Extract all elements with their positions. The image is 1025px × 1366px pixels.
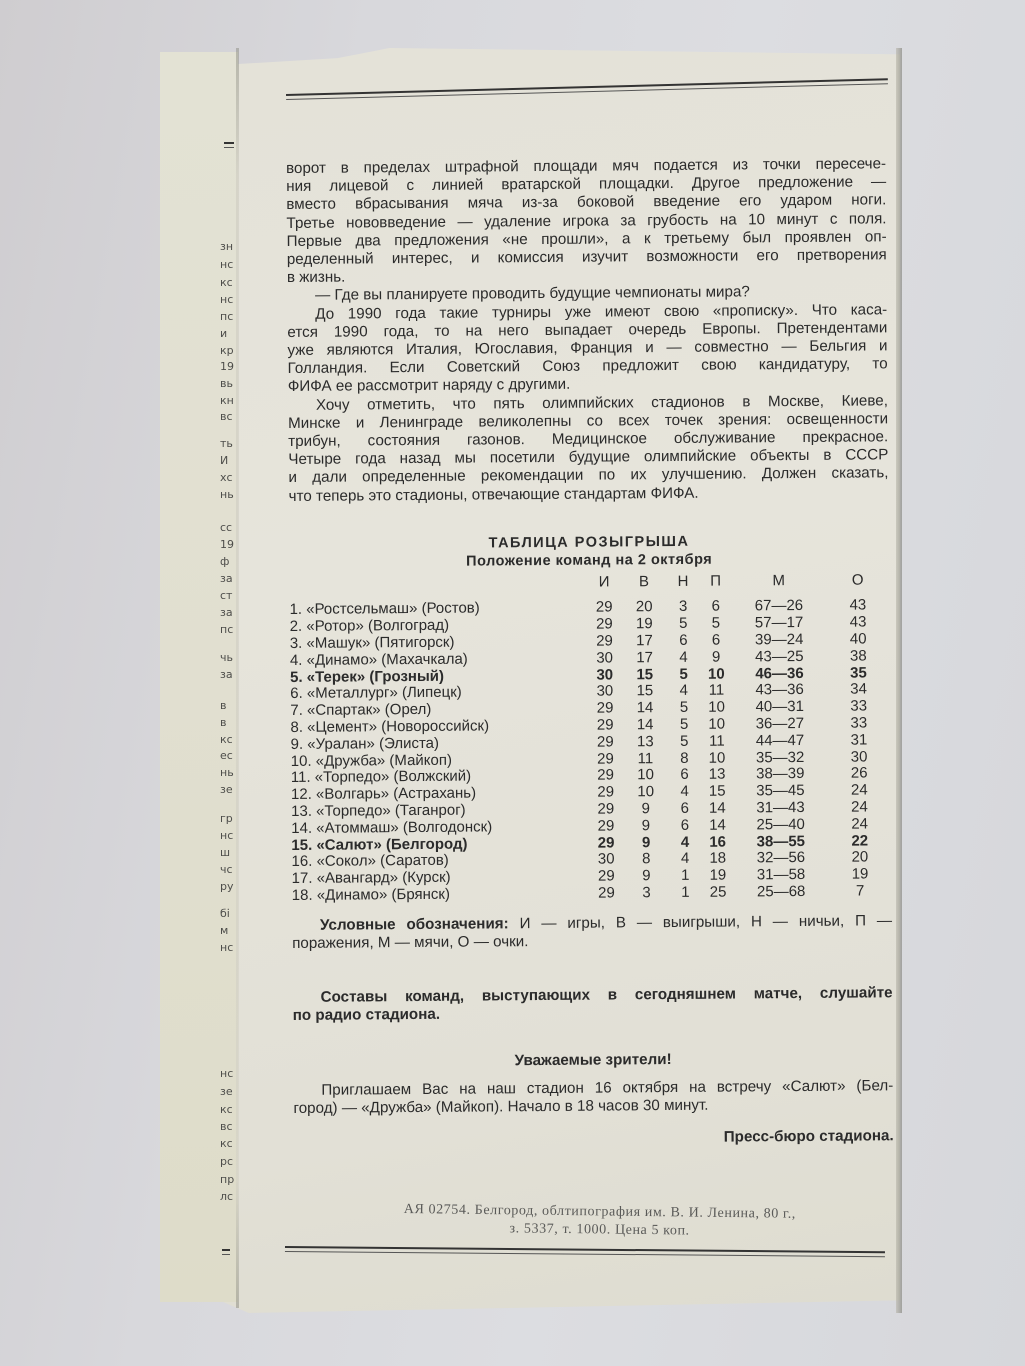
cell-wins: 10	[637, 783, 655, 801]
article-line: ределенный интерес, и комиссия изучит возможности его претворения	[286, 246, 887, 269]
fragment: кс	[220, 277, 233, 288]
cell-team-name: 6. «Металлург» (Липецк)	[290, 684, 462, 703]
cell-points: 34	[850, 680, 867, 699]
stadium-line: Минске и Ленинграде великолепны со всех точек зрения: освещенности	[288, 410, 889, 432]
cell-points: 24	[850, 781, 868, 799]
interview-question: — Где вы планируете проводить будущие чемпионаты мира?	[314, 283, 750, 305]
cell-losses: 10	[708, 749, 726, 767]
cell-team-name: 12. «Волгарь» (Астрахань)	[290, 784, 477, 804]
fragment: 19	[220, 361, 234, 372]
cell-games: 29	[596, 716, 614, 734]
invite-line-2: город) — «Дружба» (Майкоп). Начало в 18 часов 30 минут.	[293, 1096, 709, 1118]
cell-team-name: 17. «Авангард» (Курск)	[291, 868, 451, 888]
cell-points: 33	[850, 714, 868, 732]
cell-points: 35	[850, 664, 867, 682]
cell-wins: 9	[641, 816, 651, 835]
fragment: рс	[220, 1156, 234, 1167]
answer-line: уже являются Италия, Югославия, Франция и — совместно — Бельгия и	[287, 337, 888, 360]
cell-team-name: 3. «Машук» (Пятигорск)	[289, 633, 455, 653]
cell-draws: 5	[679, 665, 688, 683]
cell-draws: 1	[681, 867, 690, 885]
cell-wins: 17	[636, 648, 654, 667]
cell-goals: 31—58	[756, 866, 806, 884]
cell-losses: 13	[708, 766, 726, 784]
answer-line: ется 1990 года, то на него выпадает очередь Европы. Претендентами	[287, 319, 888, 341]
cell-points: 30	[850, 748, 868, 766]
cell-team-name: 5. «Терек» (Грозный)	[289, 667, 445, 686]
fragment: нс	[220, 294, 234, 305]
col-header-points: О	[851, 571, 864, 589]
cell-wins: 3	[642, 884, 651, 902]
cell-points: 43	[849, 613, 867, 631]
cell-team-name: 18. «Динамо» (Брянск)	[291, 885, 451, 904]
cell-games: 29	[595, 598, 613, 617]
fragment: вс	[220, 411, 233, 422]
fragment: И	[220, 455, 229, 466]
fragment: нс	[220, 830, 234, 841]
fragment: вь	[220, 378, 233, 389]
fragment: пс	[220, 624, 234, 635]
fragment: 19	[220, 539, 234, 550]
fragment: нь	[220, 767, 234, 778]
cell-games: 30	[596, 682, 614, 701]
imprint-line-2: з. 5337, т. 1000. Цена 5 коп.	[509, 1221, 690, 1239]
cell-draws: 3	[678, 598, 688, 616]
stadium-line: Четыре года назад мы посетили будущие олимпийские объекты в СССР	[288, 446, 889, 469]
cell-draws: 8	[680, 749, 689, 767]
fragment: ш	[220, 847, 231, 858]
cell-losses: 11	[708, 732, 725, 750]
cell-losses: 11	[708, 682, 725, 700]
article-line: ния лицевой с линией вратарской площадки. Другое предложение —	[286, 173, 887, 196]
fragment: нь	[220, 489, 234, 500]
fragment: м	[220, 925, 229, 936]
cell-goals: 39—24	[754, 631, 804, 649]
col-header-goals: М	[772, 572, 786, 590]
cell-losses: 19	[709, 866, 727, 884]
fragment: гр	[220, 813, 233, 824]
cell-wins: 19	[635, 615, 653, 633]
cell-points: 22	[851, 832, 869, 850]
cell-points: 7	[855, 882, 865, 900]
cell-draws: 5	[679, 732, 689, 750]
cell-games: 29	[596, 699, 614, 717]
cell-team-name: 4. «Динамо» (Махачкала)	[289, 650, 468, 669]
cell-goals: 43—36	[755, 681, 804, 699]
article-line: Третье нововведение — удаление игрока за грубость на 10 минут с поля.	[286, 209, 887, 232]
stadium-line: что теперь это стадионы, отвечающие стандартам ФИФА.	[288, 484, 699, 505]
fragment: кс	[220, 1104, 233, 1115]
answer-line: ФИФА ее рассмотрит наряду с другими.	[287, 376, 571, 396]
cell-points: 26	[850, 764, 868, 783]
col-header-games: И	[598, 573, 610, 591]
cell-wins: 17	[636, 632, 653, 650]
fragment: зн	[220, 241, 234, 252]
col-header-team	[289, 574, 586, 603]
underlying-rule-mark-bottom	[222, 1249, 230, 1251]
fragment: нс	[220, 259, 234, 270]
standings-table	[289, 572, 892, 905]
cell-team-name: 14. «Атоммаш» (Волгодонск)	[291, 818, 493, 837]
fragment: нс	[220, 1068, 234, 1079]
cell-points: 24	[851, 798, 868, 816]
cell-games: 29	[596, 733, 614, 751]
fragment: зе	[220, 784, 233, 795]
greeting-heading: Уважаемые зрители!	[514, 1050, 672, 1069]
cell-goals: 36—27	[755, 714, 805, 733]
fragment: за	[220, 669, 233, 680]
cell-draws: 4	[680, 833, 690, 851]
fragment: хс	[220, 472, 233, 483]
fragment: лс	[220, 1191, 234, 1202]
answer-line: Голландия. Если Советский Союз предложит свою кандидатуру, то	[287, 355, 888, 378]
cell-draws: 4	[679, 648, 688, 666]
cell-games: 29	[597, 800, 615, 818]
cell-points: 20	[851, 848, 869, 867]
fragment: кс	[220, 734, 233, 745]
cell-points: 24	[851, 815, 869, 833]
cell-goals: 35—45	[756, 782, 805, 800]
fragment: и	[220, 328, 228, 339]
stadium-line: трибун, состояния газонов. Медицинское обслуживание прекрасное.	[288, 428, 889, 451]
cell-games: 29	[597, 867, 615, 885]
cell-draws: 4	[680, 783, 689, 801]
cell-draws: 4	[679, 682, 689, 700]
lineups-line: Составы команд, выступающих в сегодняшнем матче, слушайте	[320, 984, 893, 1006]
cell-wins: 10	[637, 766, 654, 784]
fragment: ф	[220, 556, 230, 567]
cell-draws: 6	[680, 766, 689, 784]
cell-goals: 46—36	[755, 664, 804, 682]
cell-games: 29	[595, 615, 613, 633]
cell-goals: 31—43	[756, 798, 805, 817]
fragment: кс	[220, 1138, 233, 1149]
cell-points: 38	[849, 647, 867, 665]
cell-games: 30	[597, 850, 615, 868]
cell-losses: 6	[711, 598, 721, 616]
cell-points: 43	[849, 596, 867, 615]
answer-line: До 1990 года такие турниры уже имеют свою «прописку». Что каса-	[315, 300, 888, 323]
article-line: в жизнь.	[286, 268, 346, 287]
col-header-losses: П	[710, 572, 722, 590]
cell-draws: 5	[679, 615, 688, 633]
cell-goals: 57—17	[754, 614, 804, 632]
legend-text: И — игры, В — выигрыши, Н — ничьи, П —	[519, 912, 893, 933]
underlying-rule-mark	[224, 142, 234, 144]
cell-wins: 20	[635, 598, 653, 616]
cell-goals: 40—31	[755, 698, 804, 716]
cell-wins: 11	[637, 749, 654, 767]
cell-losses: 18	[709, 849, 727, 868]
cell-wins: 9	[641, 800, 651, 818]
cell-draws: 4	[680, 850, 690, 868]
cell-goals: 35—32	[755, 748, 805, 766]
fragment: в	[220, 700, 227, 711]
cell-points: 33	[850, 697, 868, 715]
cell-losses: 10	[707, 665, 725, 683]
fragment: чс	[220, 864, 233, 875]
legend-line-2: поражения, М — мячи, О — очки.	[292, 933, 529, 952]
imprint-line-1: АЯ 02754. Белгород, облтипография им. В. И. Ленина, 80 г.,	[403, 1202, 797, 1222]
fragment: бі	[220, 908, 230, 919]
cell-points: 40	[849, 630, 867, 648]
cell-goals: 38—55	[756, 832, 806, 850]
cell-wins: 8	[641, 850, 651, 868]
fragment: чь	[220, 652, 233, 663]
article-line: ворот в пределах штрафной площади мяч подается из точки пересече-	[286, 155, 887, 177]
fragment: пр	[220, 1174, 235, 1185]
cell-team-name: 9. «Уралан» (Элиста)	[290, 734, 440, 753]
printer-imprint	[320, 1200, 880, 1243]
fragment: ес	[220, 750, 233, 761]
fragment: в	[220, 717, 227, 728]
cell-team-name: 7. «Спартак» (Орел)	[290, 701, 432, 720]
cell-goals: 43—25	[755, 647, 804, 666]
cell-wins: 14	[636, 716, 654, 734]
cell-games: 29	[597, 750, 614, 768]
cell-team-name: 13. «Торпедо» (Таганрог)	[291, 801, 466, 821]
cell-team-name: 2. «Ротор» (Волгоград)	[289, 616, 450, 636]
cell-games: 29	[597, 834, 615, 852]
cell-losses: 16	[709, 833, 727, 851]
legend-label: Условные обозначения:	[319, 915, 509, 934]
cell-losses: 9	[711, 648, 721, 666]
invite-line: Приглашаем Вас на наш стадион 16 октября на встречу «Салют» (Бел-	[321, 1077, 894, 1099]
cell-games: 30	[596, 666, 614, 684]
cell-team-name: 11. «Торпедо» (Волжский)	[290, 768, 472, 787]
fragment: сс	[220, 522, 233, 533]
cell-wins: 9	[642, 867, 651, 885]
cell-draws: 6	[679, 631, 688, 649]
fragment: кн	[220, 395, 234, 406]
standings-title: ТАБЛИЦА РОЗЫГРЫША	[488, 533, 690, 552]
cell-team-name: 16. «Сокол» (Саратов)	[291, 852, 449, 871]
cell-wins: 13	[636, 732, 654, 751]
cell-games: 29	[596, 632, 613, 650]
cell-games: 29	[598, 884, 615, 902]
stadium-line: Хочу отметить, что пять олимпийских стадионов в Москве, Киеве,	[315, 391, 888, 414]
stadium-line: и дали определенные рекомендации по их улучшению. Должен сказать,	[288, 464, 889, 487]
cell-team-name: 15. «Салют» (Белгород)	[291, 835, 468, 854]
cell-team-name: 10. «Дружба» (Майкоп)	[290, 751, 453, 770]
cell-losses: 5	[711, 614, 721, 632]
cell-goals: 25—40	[756, 815, 805, 834]
fragment: ть	[220, 438, 233, 449]
fragment: ст	[220, 590, 233, 601]
paper-right-edge	[896, 48, 902, 1313]
cell-goals: 67—26	[754, 597, 804, 615]
cell-goals: 38—39	[756, 765, 805, 783]
article-body	[286, 155, 894, 1150]
fragment: вс	[220, 1121, 233, 1132]
col-header-wins: В	[638, 573, 650, 591]
cell-wins: 15	[636, 665, 654, 683]
article-line: вместо вбрасывания мяча из-за боковой введение его ударом ноги.	[286, 191, 887, 214]
cell-wins: 15	[636, 682, 654, 700]
cell-points: 19	[851, 865, 869, 883]
cell-team-name: 8. «Цемент» (Новороссийск)	[290, 717, 490, 737]
cell-losses: 10	[708, 715, 726, 733]
article-line: Первые два предложения «не прошли», а к третьему был проявлен оп-	[286, 228, 887, 250]
cell-draws: 1	[681, 883, 690, 901]
signature: Пресс-бюро стадиона.	[723, 1127, 894, 1146]
cell-games: 30	[596, 649, 614, 667]
fragment: зе	[220, 1086, 233, 1097]
fragment: кр	[220, 345, 234, 356]
cell-wins: 14	[636, 699, 654, 717]
cell-losses: 14	[708, 799, 726, 817]
cell-goals: 44—47	[755, 731, 805, 750]
cell-losses: 10	[708, 698, 725, 716]
cell-losses: 14	[709, 816, 726, 834]
col-header-draws: Н	[677, 573, 689, 591]
standings-subtitle: Положение команд на 2 октября	[466, 551, 713, 570]
cell-games: 29	[597, 817, 615, 835]
fragment: за	[220, 573, 233, 584]
cell-draws: 6	[680, 799, 689, 817]
cell-losses: 25	[709, 883, 727, 901]
cell-losses: 6	[711, 631, 721, 649]
cell-goals: 25—68	[756, 882, 806, 901]
fragment: нс	[220, 942, 234, 953]
cell-wins: 9	[641, 833, 651, 851]
fragment: за	[220, 607, 233, 618]
cell-points: 31	[850, 731, 868, 749]
fragment: ру	[220, 881, 234, 892]
lineups-line-2: по радио стадиона.	[292, 1006, 441, 1025]
cell-games: 29	[597, 783, 615, 801]
fragment: пс	[220, 311, 234, 322]
cell-draws: 6	[680, 816, 690, 834]
cell-losses: 15	[708, 782, 726, 800]
cell-draws: 5	[679, 715, 689, 733]
cell-games: 29	[597, 766, 614, 785]
cell-draws: 5	[679, 699, 689, 717]
cell-goals: 32—56	[756, 849, 806, 867]
cell-team-name: 1. «Ростсельмаш» (Ростов)	[289, 599, 480, 619]
